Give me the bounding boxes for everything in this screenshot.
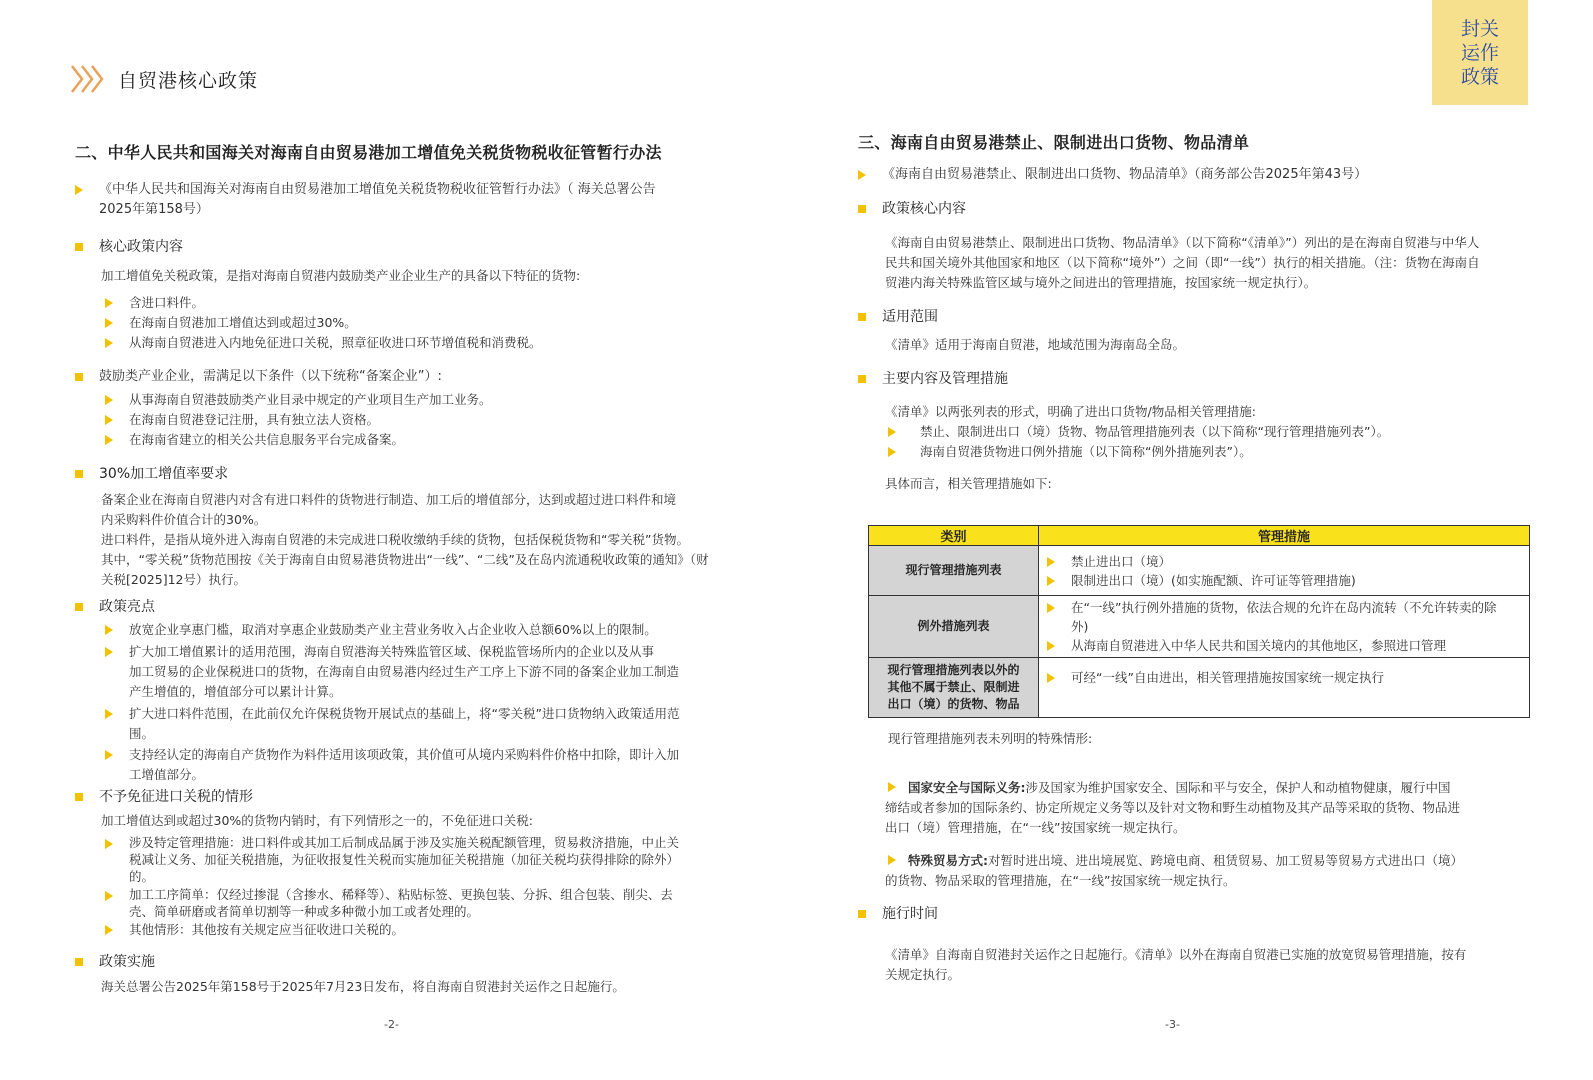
triangle-bullet-icon — [105, 298, 113, 308]
paragraph: 海关总署公告2025年第158号于2025年7月23日发布，将自海南自贸港封关运作之日起施行。 — [101, 979, 625, 994]
list-item — [105, 430, 404, 450]
paragraph-line: 民共和国关境外其他国家和地区（以下简称“境外”）之间（即“一线”）执行的相关措施。（注：货物在海南自 — [885, 255, 1480, 270]
special-case-label: 国家安全与国际义务: — [908, 780, 1026, 795]
paragraph-line: 备案企业在海南自贸港内对含有进口料件的货物进行制造、加工后的增值部分，达到或超过进口料件和境 — [101, 492, 677, 507]
list-item — [105, 745, 679, 785]
paragraph: 具体而言，相关管理措施如下: — [885, 476, 1052, 491]
subsection-heading: 30%加工增值率要求 — [99, 466, 229, 482]
table-cell-measures — [1039, 546, 1530, 596]
triangle-bullet-icon — [105, 318, 113, 328]
list-item — [105, 834, 679, 885]
paragraph: 加工增值达到或超过30%的货物内销时，有下列情形之一的，不免征进口关税: — [101, 813, 533, 828]
paragraph-line: 其中，“零关税”货物范围按《关于海南自由贸易港货物进出“一线”、“二线”及在岛内流通税收政策的通知》（财 — [101, 552, 709, 567]
square-bullet-icon — [75, 958, 83, 966]
special-case-label: 特殊贸易方式: — [908, 853, 988, 868]
square-bullet-icon — [858, 205, 866, 213]
subsection-heading: 鼓励类产业企业，需满足以下条件（以下统称“备案企业”）: — [99, 369, 442, 384]
square-bullet-icon — [858, 910, 866, 918]
category-line: 其他不属于禁止、限制进 — [887, 680, 1020, 694]
triangle-bullet-icon — [1047, 557, 1055, 567]
triangle-bullet-icon — [105, 338, 113, 348]
triangle-bullet-icon — [105, 647, 113, 657]
list-item-text: 其他情形：其他按有关规定应当征收进口关税的。 — [129, 922, 405, 937]
doc-ref-text: 《中华人民共和国海关对海南自由贸易港加工增值免关税货物税收征管暂行办法》（ 海关总署公告 — [99, 182, 656, 197]
list-item-line: 加工贸易的企业保税进口的货物，在海南自由贸易港内经过生产工序上下游不同的备案企业加工制造 — [129, 664, 680, 679]
list-item — [105, 620, 657, 640]
corner-tab-line: 运作 — [1460, 41, 1499, 64]
list-item — [105, 390, 492, 410]
left-doc-ref — [75, 180, 725, 220]
left-section-title: 二、中华人民共和国海关对海南自由贸易港加工增值免关税货物税收征管暂行办法 — [75, 143, 662, 162]
list-item-line: 壳、简单研磨或者简单切割等一种或多种微小加工或者处理的。 — [129, 904, 480, 919]
list-item-line: 加工工序简单：仅经过掺混（含掺水、稀释等）、粘贴标签、更换包装、分拆、组合包装、削尖、去 — [129, 887, 673, 902]
square-bullet-icon — [75, 470, 83, 478]
right-section-title: 三、海南自由贸易港禁止、限制进出口货物、物品清单 — [858, 133, 1250, 152]
list-item-line: 工增值部分。 — [129, 767, 205, 782]
list-item-text: 从事海南自贸港鼓励类产业目录中规定的产业项目生产加工业务。 — [129, 392, 492, 407]
triangle-bullet-icon — [888, 782, 896, 792]
subsection-heading: 政策实施 — [99, 954, 155, 970]
measure-item — [1047, 668, 1521, 687]
right-core-heading — [858, 199, 966, 219]
square-bullet-icon — [75, 243, 83, 251]
paragraph: 现行管理措施列表未列明的特殊情形: — [888, 731, 1093, 746]
list-item-text: 在海南自贸港加工增值达到或超过30%。 — [129, 315, 357, 330]
list-item-line: 支持经认定的海南自产货物作为料件适用该项政策，其价值可从境内采购料件价格中扣除，即计入加 — [129, 747, 680, 762]
list-item-text: 在海南自贸港登记注册，具有独立法人资格。 — [129, 412, 380, 427]
table-cell-measures — [1039, 596, 1530, 658]
list-item — [105, 313, 357, 333]
triangle-bullet-icon — [1047, 641, 1055, 651]
triangle-bullet-icon — [888, 855, 896, 865]
measure-item — [1047, 598, 1521, 636]
list-item-line: 扩大进口料件范围，在此前仅允许保税货物开展试点的基础上，将“零关税”进口货物纳入政策适用范 — [129, 706, 680, 721]
table-cell-category: 例外措施列表 — [869, 596, 1039, 658]
measure-text: 限制进出口（境）(如实施配额、许可证等管理措施) — [1071, 572, 1356, 588]
chevron-arrows-icon — [70, 64, 110, 94]
list-item-text — [129, 886, 673, 920]
list-item-text — [129, 834, 679, 885]
measure-line: 外) — [1071, 619, 1089, 634]
triangle-bullet-icon — [105, 891, 113, 901]
corner-tab-label — [1460, 17, 1500, 89]
measure-line: 在“一线”执行例外措施的货物，依法合规的允许在岛内流转（不允许转卖的除 — [1071, 600, 1497, 615]
table-header-measures: 管理措施 — [1039, 526, 1530, 546]
triangle-bullet-icon — [105, 435, 113, 445]
paragraph: 加工增值免关税政策，是指对海南自贸港内鼓励类产业企业生产的具备以下特征的货物: — [101, 268, 581, 283]
triangle-bullet-icon — [105, 925, 113, 935]
subsection-heading: 施行时间 — [882, 906, 938, 922]
paragraph-line: 缔结或者参加的国际条约、协定所规定义务等以及针对文物和野生动植物及其产品等采取的货物、物品进 — [885, 800, 1461, 815]
table-row — [869, 658, 1530, 718]
triangle-bullet-icon — [888, 447, 896, 457]
paragraph — [885, 233, 1525, 293]
square-bullet-icon — [75, 793, 83, 801]
right-doc-ref — [858, 165, 1367, 185]
list-item-text — [129, 642, 679, 702]
list-item — [105, 293, 204, 313]
page-number: -2- — [384, 1018, 399, 1031]
subsection-heading: 适用范围 — [882, 309, 938, 325]
paragraph-line: 关规定执行。 — [885, 967, 961, 982]
right-timing-heading — [858, 904, 938, 924]
list-item — [105, 333, 542, 353]
left-exempt-heading — [75, 787, 253, 807]
measure-text: 从海南自贸港进入中华人民共和国关境内的其他地区，参照进口管理 — [1071, 638, 1447, 653]
subsection-heading: 核心政策内容 — [99, 239, 183, 255]
subsection-heading: 政策亮点 — [99, 599, 155, 615]
measure-text — [1071, 598, 1496, 636]
paragraph-line: 内采购料件价值合计的30%。 — [101, 512, 267, 527]
list-item-line: 围。 — [129, 726, 155, 741]
table-cell-measures — [1039, 658, 1530, 718]
table-cell-category — [869, 658, 1039, 718]
triangle-bullet-icon — [1047, 673, 1055, 683]
list-item-text — [129, 745, 679, 785]
left-encouraged-heading — [75, 367, 442, 387]
triangle-bullet-icon — [1047, 576, 1055, 586]
square-bullet-icon — [75, 603, 83, 611]
list-item-line: 的。 — [129, 869, 155, 884]
right-scope-heading — [858, 307, 938, 327]
list-item-text: 禁止、限制进出口（境）货物、物品管理措施列表（以下简称“现行管理措施列表”）。 — [920, 424, 1390, 439]
category-line: 现行管理措施列表以外的 — [887, 663, 1020, 677]
triangle-bullet-icon — [105, 839, 113, 849]
list-item-text: 在海南省建立的相关公共信息服务平台完成备案。 — [129, 432, 405, 447]
measure-item — [1047, 552, 1521, 571]
list-item-text: 放宽企业享惠门槛，取消对享惠企业鼓励类产业主营业务收入占企业收入总额60%以上的限制。 — [129, 622, 657, 637]
paragraph-line: 出口（境）管理措施，在“一线”按国家统一规定执行。 — [885, 820, 1186, 835]
list-item — [105, 704, 679, 744]
corner-tab[interactable] — [1432, 0, 1528, 105]
paragraph-line: 涉及国家为维护国家安全、国际和平与安全，保护人和动植物健康，履行中国 — [1025, 780, 1451, 795]
table-cell-category: 现行管理措施列表 — [869, 546, 1039, 596]
special-case-security — [885, 778, 1525, 838]
triangle-bullet-icon — [105, 625, 113, 635]
subsection-heading: 不予免征进口关税的情形 — [99, 789, 253, 805]
corner-tab-line: 政策 — [1460, 65, 1499, 88]
paragraph-line: 进口料件，是指从境外进入海南自贸港的未完成进口税收缴纳手续的货物，包括保税货物和“零关税”货物。 — [101, 532, 689, 547]
triangle-bullet-icon — [888, 427, 896, 437]
list-item-line: 扩大加工增值累计的适用范围，海南自贸港海关特殊监管区域、保税监管场所内的企业以及从事 — [129, 644, 655, 659]
measure-text: 可经“一线”自由进出，相关管理措施按国家统一规定执行 — [1071, 670, 1384, 685]
triangle-bullet-icon — [858, 170, 866, 180]
measure-item — [1047, 571, 1521, 590]
subsection-heading: 主要内容及管理措施 — [882, 371, 1008, 387]
list-item — [888, 442, 1252, 462]
table-header-category: 类别 — [869, 526, 1039, 546]
paragraph — [101, 490, 721, 590]
list-item-text — [129, 704, 679, 744]
corner-tab-line: 封关 — [1460, 17, 1499, 40]
list-item — [105, 886, 673, 920]
paragraph-line: 关税[2025]12号）执行。 — [101, 572, 246, 587]
list-item — [105, 642, 679, 702]
paragraph: 《清单》适用于海南自贸港，地域范围为海南岛全岛。 — [885, 337, 1186, 352]
doc-ref-text: 《海南自由贸易港禁止、限制进出口货物、物品清单》（商务部公告2025年第43号） — [882, 167, 1368, 182]
paragraph-line: 贸港内海关特殊监管区域与境外之间进出的管理措施，按国家统一规定执行）。 — [885, 275, 1317, 290]
list-item — [105, 410, 379, 430]
paragraph-line: 《海南自由贸易港禁止、限制进出口货物、物品清单》（以下简称“《清单》”）列出的是在海南自贸港与中华人 — [885, 235, 1480, 250]
right-main-heading — [858, 369, 1008, 389]
triangle-bullet-icon — [105, 709, 113, 719]
triangle-bullet-icon — [105, 395, 113, 405]
table-header-row — [869, 526, 1530, 546]
triangle-bullet-icon — [105, 750, 113, 760]
measures-table — [868, 525, 1530, 718]
list-item-text: 海南自贸港货物进口例外措施（以下简称“例外措施列表”）。 — [920, 444, 1252, 459]
measure-item — [1047, 636, 1521, 655]
left-rate-heading — [75, 464, 228, 484]
paragraph-line: 对暂时进出境、进出境展览、跨境电商、租赁贸易、加工贸易等贸易方式进出口（境） — [988, 853, 1464, 868]
special-case-trade — [885, 851, 1525, 891]
triangle-bullet-icon — [1047, 603, 1055, 613]
table-row — [869, 546, 1530, 596]
paragraph-line: 《清单》自海南自贸港封关运作之日起施行。《清单》以外在海南自贸港已实施的放宽贸易管理措施，按有 — [885, 947, 1467, 962]
measure-text: 禁止进出口（境） — [1071, 553, 1172, 569]
table-row — [869, 596, 1530, 658]
left-implement-heading — [75, 952, 155, 972]
square-bullet-icon — [858, 375, 866, 383]
list-item-line: 涉及特定管理措施：进口料件或其加工后制成品属于涉及实施关税配额管理，贸易救济措施，中止关 — [129, 835, 680, 850]
square-bullet-icon — [858, 313, 866, 321]
paragraph-line: 的货物、物品采取的管理措施，在“一线”按国家统一规定执行。 — [885, 873, 1236, 888]
triangle-bullet-icon — [75, 185, 83, 195]
page-header — [70, 64, 258, 94]
category-line: 出口（境）的货物、物品 — [887, 697, 1020, 711]
list-item-text: 从海南自贸港进入内地免征进口关税，照章征收进口环节增值税和消费税。 — [129, 335, 542, 350]
list-item-text: 含进口料件。 — [129, 295, 205, 310]
subsection-heading: 政策核心内容 — [882, 201, 966, 217]
left-core-heading — [75, 237, 183, 257]
list-item-line: 产生增值的，增值部分可以累计计算。 — [129, 684, 342, 699]
page-number: -3- — [1165, 1018, 1180, 1031]
paragraph — [885, 945, 1525, 985]
list-item — [105, 920, 404, 940]
paragraph: 《清单》以两张列表的形式，明确了进出口货物/物品相关管理措施: — [885, 404, 1256, 419]
doc-ref-text: 2025年第158号） — [99, 202, 209, 217]
list-item — [888, 422, 1389, 442]
left-highlights-heading — [75, 597, 155, 617]
header-title: 自贸港核心政策 — [118, 69, 259, 92]
list-item-line: 税减让义务、加征关税措施，为征收报复性关税而实施加征关税措施（加征关税均获得排除的除外） — [129, 852, 680, 867]
triangle-bullet-icon — [105, 415, 113, 425]
square-bullet-icon — [75, 373, 83, 381]
